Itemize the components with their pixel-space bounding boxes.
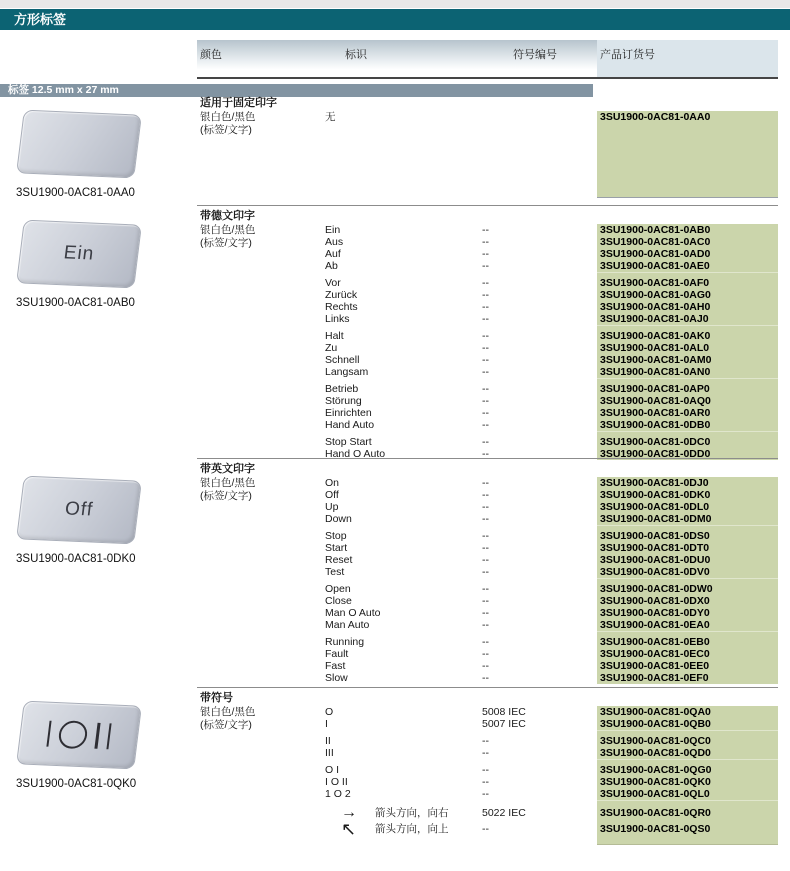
symbol-number-cell: -- <box>482 566 489 578</box>
symbol-number-cell: -- <box>482 672 489 684</box>
photo-caption: 3SU1900-0AC81-0QK0 <box>16 778 137 790</box>
marking-cell: Close <box>325 595 352 607</box>
marking-cell: Man Auto <box>325 619 370 631</box>
order-number-cell: 3SU1900-0AC81-0AM0 <box>600 354 712 366</box>
color-spec-cell <box>197 706 325 845</box>
row-group <box>325 730 778 759</box>
row-group <box>325 111 778 198</box>
symbol-number-column <box>482 431 597 460</box>
symbol-number-cell: -- <box>482 354 489 366</box>
color-spec-line1: 银白色/黑色 <box>200 706 256 718</box>
color-spec-cell <box>197 111 325 198</box>
marking-cell: II <box>325 735 331 747</box>
section-german-print <box>197 205 778 460</box>
section-fixed-print <box>197 97 778 198</box>
symbol-number-column <box>482 224 597 272</box>
order-number-cell: 3SU1900-0AC81-0QL0 <box>600 788 710 800</box>
row-group <box>325 706 778 730</box>
marking-cell: Hand Auto <box>325 419 375 431</box>
symbol-number-cell: -- <box>482 366 489 378</box>
symbol-number-cell: -- <box>482 330 489 342</box>
order-number-column <box>597 706 778 730</box>
order-number-cell: 3SU1900-0AC81-0EF0 <box>600 672 709 684</box>
order-number-cell: 3SU1900-0AC81-0EE0 <box>600 660 710 672</box>
row-group <box>325 325 778 378</box>
marking-cell: Down <box>325 513 352 525</box>
symbol-number-column <box>482 759 597 800</box>
order-number-cell: 3SU1900-0AC81-0QK0 <box>600 776 711 788</box>
row-group <box>325 631 778 684</box>
marking-column <box>325 631 482 684</box>
marking-cell: Man O Auto <box>325 607 381 619</box>
order-number-column <box>597 224 778 272</box>
order-number-cell: 3SU1900-0AC81-0QG0 <box>600 764 712 776</box>
section-english-print <box>197 458 778 684</box>
color-spec-line1: 银白色/黑色 <box>200 477 256 489</box>
column-header-marking: 标识 <box>345 49 367 61</box>
order-number-cell: 3SU1900-0AC81-0DW0 <box>600 583 713 595</box>
row-groups <box>325 224 778 460</box>
marking-column <box>325 431 482 460</box>
column-header-symbol-no: 符号编号 <box>513 49 557 61</box>
symbol-number-cell: -- <box>482 236 489 248</box>
order-number-cell: 3SU1900-0AC81-0QA0 <box>600 706 711 718</box>
order-number-column <box>597 111 778 198</box>
symbol-number-column <box>482 706 597 730</box>
order-number-cell: 3SU1900-0AC81-0DX0 <box>600 595 710 607</box>
marking-cell: O I <box>325 764 340 776</box>
order-number-cell: 3SU1900-0AC81-0AL0 <box>600 342 710 354</box>
section-body <box>197 706 778 845</box>
marking-cell: Halt <box>325 330 344 342</box>
marking-column <box>325 759 482 800</box>
order-number-column <box>597 525 778 578</box>
order-number-cell: 3SU1900-0AC81-0QR0 <box>600 807 711 819</box>
marking-cell <box>325 821 482 837</box>
arrow-right-icon: → <box>341 804 357 821</box>
symbol-number-column <box>482 730 597 759</box>
marking-label: 箭头方向，向上 <box>375 823 449 835</box>
label-image-text: Ein <box>62 242 96 265</box>
section-with-symbols <box>197 687 778 845</box>
order-number-cell: 3SU1900-0AC81-0AC0 <box>600 236 711 248</box>
product-photo-blank <box>16 112 176 199</box>
color-spec-line2: (标签/文字) <box>200 490 252 502</box>
section-heading: 带英文印字 <box>200 463 255 475</box>
order-number-cell: 3SU1900-0AC81-0DB0 <box>600 419 711 431</box>
marking-cell: 无 <box>325 111 336 123</box>
marking-cell: Zurück <box>325 289 358 301</box>
row-group <box>325 431 778 460</box>
order-number-cell: 3SU1900-0AC81-0EA0 <box>600 619 710 631</box>
order-number-cell: 3SU1900-0AC81-0AQ0 <box>600 395 711 407</box>
order-number-column <box>597 631 778 684</box>
order-number-cell: 3SU1900-0AC81-0AP0 <box>600 383 710 395</box>
symbol-number-cell: -- <box>482 313 489 325</box>
marking-column <box>325 525 482 578</box>
symbol-number-cell: 5007 IEC <box>482 718 526 730</box>
marking-cell: Open <box>325 583 351 595</box>
symbol-number-cell: -- <box>482 489 489 501</box>
marking-cell: 1 O 2 <box>325 788 351 800</box>
symbol-number-cell: -- <box>482 419 489 431</box>
section-body <box>197 224 778 460</box>
marking-cell: Off <box>325 489 339 501</box>
row-group <box>325 272 778 325</box>
marking-cell: Störung <box>325 395 362 407</box>
color-spec-cell <box>197 477 325 684</box>
label-image-text: Off <box>63 498 95 521</box>
marking-cell: Up <box>325 501 339 513</box>
order-number-cell: 3SU1900-0AC81-0AJ0 <box>600 313 709 325</box>
order-number-cell: 3SU1900-0AC81-0DL0 <box>600 501 710 513</box>
marking-column <box>325 800 482 845</box>
symbol-number-cell: -- <box>482 619 489 631</box>
marking-cell: Links <box>325 313 350 325</box>
symbol-number-cell: -- <box>482 823 489 835</box>
order-number-cell: 3SU1900-0AC81-0DS0 <box>600 530 710 542</box>
symbol-number-cell: -- <box>482 477 489 489</box>
symbol-number-cell: -- <box>482 301 489 313</box>
order-number-cell: 3SU1900-0AC81-0QB0 <box>600 718 711 730</box>
row-group <box>325 224 778 272</box>
order-number-cell: 3SU1900-0AC81-0AA0 <box>600 111 711 123</box>
product-photo-off <box>16 478 176 565</box>
color-spec-line1: 银白色/黑色 <box>200 111 256 123</box>
symbol-number-cell: -- <box>482 224 489 236</box>
color-spec-line2: (标签/文字) <box>200 124 252 136</box>
order-number-cell: 3SU1900-0AC81-0AR0 <box>600 407 711 419</box>
marking-column <box>325 111 482 198</box>
order-number-cell: 3SU1900-0AC81-0DU0 <box>600 554 711 566</box>
row-group <box>325 800 778 845</box>
symbol-number-cell: -- <box>482 542 489 554</box>
photo-caption: 3SU1900-0AC81-0DK0 <box>16 553 136 565</box>
order-number-cell: 3SU1900-0AC81-0AN0 <box>600 366 711 378</box>
order-number-cell: 3SU1900-0AC81-0AH0 <box>600 301 711 313</box>
marking-cell: Stop Start <box>325 436 372 448</box>
order-number-cell: 3SU1900-0AC81-0QC0 <box>600 735 711 747</box>
order-number-cell: 3SU1900-0AC81-0DK0 <box>600 489 711 501</box>
symbol-number-column <box>482 272 597 325</box>
photo-caption: 3SU1900-0AC81-0AB0 <box>16 297 135 309</box>
symbol-number-cell: -- <box>482 383 489 395</box>
order-number-cell: 3SU1900-0AC81-0AD0 <box>600 248 711 260</box>
order-number-column <box>597 431 778 460</box>
order-number-cell: 3SU1900-0AC81-0QD0 <box>600 747 711 759</box>
label-image-blank <box>16 110 142 179</box>
symbol-number-cell: -- <box>482 788 489 800</box>
marking-cell: Stop <box>325 530 347 542</box>
marking-column <box>325 378 482 431</box>
marking-cell: O <box>325 706 334 718</box>
symbol-number-cell: -- <box>482 583 489 595</box>
order-number-column <box>597 578 778 631</box>
section-body <box>197 111 778 198</box>
order-number-cell: 3SU1900-0AC81-0EC0 <box>600 648 710 660</box>
symbol-number-column <box>482 800 597 845</box>
symbol-number-cell: -- <box>482 260 489 272</box>
symbol-number-cell: -- <box>482 607 489 619</box>
order-number-column <box>597 272 778 325</box>
symbol-number-column <box>482 525 597 578</box>
symbol-number-cell: -- <box>482 289 489 301</box>
page-title: 方形标签 <box>0 9 790 30</box>
marking-cell: Zu <box>325 342 338 354</box>
symbol-number-column <box>482 325 597 378</box>
table-header <box>197 40 778 79</box>
order-number-column <box>597 378 778 431</box>
order-number-cell: 3SU1900-0AC81-0AG0 <box>600 289 711 301</box>
size-band: 标签 12.5 mm x 27 mm <box>0 84 593 97</box>
section-heading: 适用于固定印字 <box>200 97 277 109</box>
symbol-number-cell: 5022 IEC <box>482 807 526 819</box>
marking-cell: Aus <box>325 236 344 248</box>
order-number-cell: 3SU1900-0AC81-0QS0 <box>600 823 711 835</box>
order-number-cell: 3SU1900-0AC81-0DJ0 <box>600 477 709 489</box>
product-photo-symbols <box>16 703 176 790</box>
marking-column <box>325 325 482 378</box>
symbol-number-cell: -- <box>482 776 489 788</box>
symbol-number-cell: -- <box>482 595 489 607</box>
marking-cell: Betrieb <box>325 383 359 395</box>
marking-cell: Start <box>325 542 348 554</box>
marking-cell: Hand O Auto <box>325 448 386 460</box>
marking-cell: Schnell <box>325 354 360 366</box>
product-photo-ein <box>16 222 176 309</box>
symbol-number-cell: -- <box>482 277 489 289</box>
marking-cell: I <box>325 718 328 730</box>
row-groups <box>325 706 778 845</box>
column-header-color: 颜色 <box>200 49 222 61</box>
order-number-cell: 3SU1900-0AC81-0AF0 <box>600 277 710 289</box>
row-groups <box>325 477 778 684</box>
symbol-number-column <box>482 111 597 198</box>
symbol-number-cell: -- <box>482 636 489 648</box>
symbol-number-cell: -- <box>482 513 489 525</box>
symbol-number-cell: -- <box>482 501 489 513</box>
symbol-number-cell: -- <box>482 448 489 460</box>
symbol-number-column <box>482 477 597 525</box>
marking-cell: Fault <box>325 648 349 660</box>
symbol-number-cell: -- <box>482 530 489 542</box>
symbol-number-cell: -- <box>482 436 489 448</box>
marking-cell: Vor <box>325 277 341 289</box>
marking-cell: Fast <box>325 660 346 672</box>
marking-cell: Slow <box>325 672 348 684</box>
photo-caption: 3SU1900-0AC81-0AA0 <box>16 187 135 199</box>
order-number-cell: 3SU1900-0AC81-0DD0 <box>600 448 711 460</box>
symbol-number-cell: -- <box>482 660 489 672</box>
section-heading: 带符号 <box>200 692 233 704</box>
color-spec-line2: (标签/文字) <box>200 237 252 249</box>
color-spec-cell <box>197 224 325 460</box>
marking-cell: Langsam <box>325 366 369 378</box>
top-strip <box>0 0 790 8</box>
symbol-number-cell: -- <box>482 648 489 660</box>
marking-cell: Auf <box>325 248 341 260</box>
order-number-cell: 3SU1900-0AC81-0DT0 <box>600 542 710 554</box>
label-image-ein <box>16 220 142 289</box>
order-number-cell: 3SU1900-0AC81-0DY0 <box>600 607 710 619</box>
symbol-number-cell: -- <box>482 554 489 566</box>
row-groups <box>325 111 778 198</box>
symbol-number-cell: -- <box>482 747 489 759</box>
marking-column <box>325 272 482 325</box>
color-spec-line2: (标签/文字) <box>200 719 252 731</box>
order-number-cell: 3SU1900-0AC81-0DC0 <box>600 436 711 448</box>
symbol-number-cell: 5008 IEC <box>482 706 526 718</box>
order-number-cell: 3SU1900-0AC81-0AB0 <box>600 224 711 236</box>
i-o-ii-symbol-icon <box>46 720 112 751</box>
symbol-number-cell: -- <box>482 248 489 260</box>
order-number-column <box>597 325 778 378</box>
marking-cell: Test <box>325 566 345 578</box>
symbol-number-cell: -- <box>482 342 489 354</box>
marking-column <box>325 477 482 525</box>
order-number-column <box>597 730 778 759</box>
order-number-cell: 3SU1900-0AC81-0DV0 <box>600 566 710 578</box>
symbol-number-cell: -- <box>482 407 489 419</box>
row-group <box>325 378 778 431</box>
marking-column <box>325 706 482 730</box>
marking-cell: On <box>325 477 340 489</box>
section-heading: 带德文印字 <box>200 210 255 222</box>
symbol-number-column <box>482 631 597 684</box>
order-number-cell: 3SU1900-0AC81-0DM0 <box>600 513 712 525</box>
marking-cell: Rechts <box>325 301 358 313</box>
row-group <box>325 477 778 525</box>
marking-cell: Reset <box>325 554 353 566</box>
row-group <box>325 759 778 800</box>
marking-cell: Ein <box>325 224 341 236</box>
marking-cell: III <box>325 747 334 759</box>
order-number-column <box>597 759 778 800</box>
order-number-cell: 3SU1900-0AC81-0AK0 <box>600 330 711 342</box>
marking-column <box>325 224 482 272</box>
order-number-cell: 3SU1900-0AC81-0AE0 <box>600 260 710 272</box>
column-header-order-no: 产品订货号 <box>600 49 655 61</box>
arrow-up-icon: ↖ <box>341 819 357 839</box>
marking-column <box>325 730 482 759</box>
order-number-cell: 3SU1900-0AC81-0EB0 <box>600 636 710 648</box>
row-group <box>325 525 778 578</box>
section-body <box>197 477 778 684</box>
marking-column <box>325 578 482 631</box>
marking-cell: I O II <box>325 776 348 788</box>
marking-label: 箭头方向，向右 <box>375 807 449 819</box>
symbol-number-cell: -- <box>482 735 489 747</box>
symbol-number-cell: -- <box>482 764 489 776</box>
marking-cell: Running <box>325 636 365 648</box>
marking-cell: Ab <box>325 260 338 272</box>
color-spec-line1: 银白色/黑色 <box>200 224 256 236</box>
symbol-number-cell <box>482 111 597 123</box>
order-number-column <box>597 477 778 525</box>
order-number-column <box>597 800 778 845</box>
symbol-number-column <box>482 378 597 431</box>
marking-cell: Einrichten <box>325 407 372 419</box>
symbol-number-cell: -- <box>482 395 489 407</box>
label-image-off <box>16 476 142 545</box>
symbol-number-column <box>482 578 597 631</box>
row-group <box>325 578 778 631</box>
label-image-symbols <box>16 701 142 770</box>
